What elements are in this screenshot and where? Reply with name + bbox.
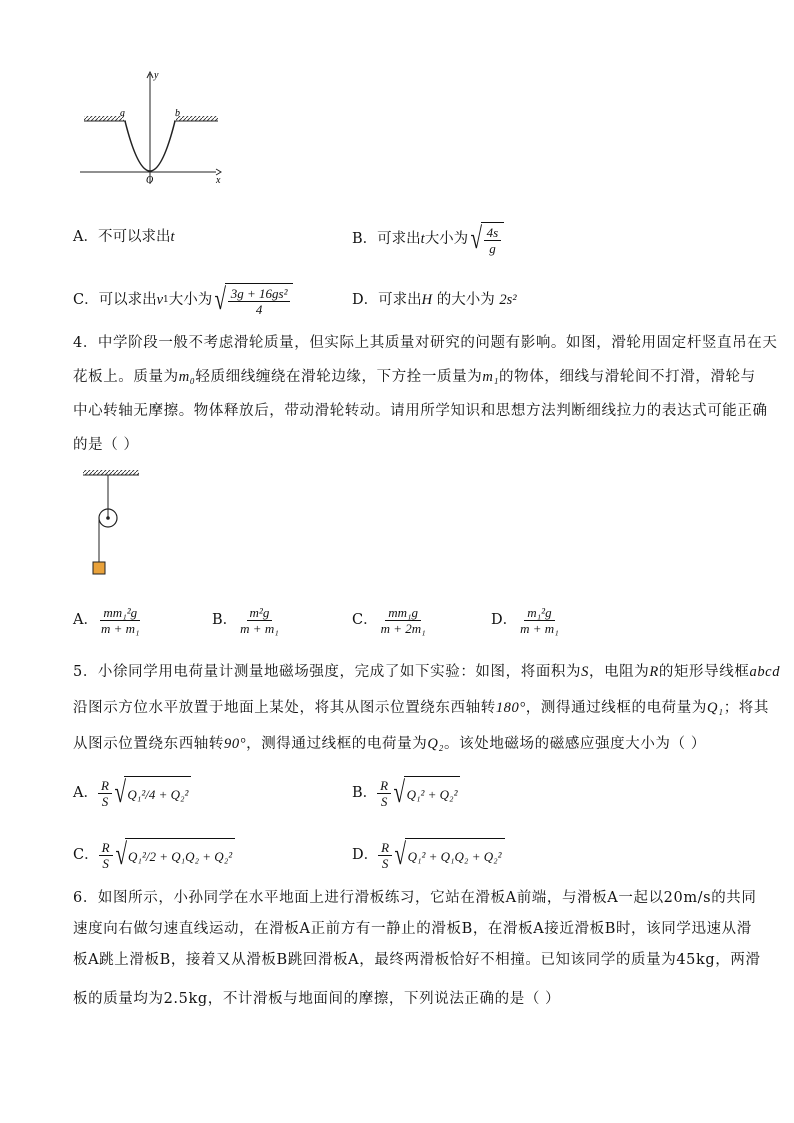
- q3-d-var: H: [421, 292, 433, 308]
- q4-option-a: A． $\frac{\text{mm₁²g}}{\text{m + m₁}}$: [73, 605, 140, 636]
- q5-line1: 5．小徐同学用电荷量计测量地磁场强度，完成了如下实验：如图，将面积为S，电阻为R的矩形导线框abcd: [73, 664, 781, 680]
- q3-a-text: A．不可以求出: [73, 229, 171, 245]
- q3-option-a: [73, 230, 175, 245]
- q6-line1: 6．如图所示，小孙同学在水平地面上进行滑板练习，它站在滑板A前端，与滑板A一起以20m/s的共同: [73, 890, 757, 906]
- left-ground-hatch: [84, 116, 124, 121]
- q5-option-b: B． $\frac{R}{S}$ √ Q₁² + Q₂²: [352, 776, 460, 810]
- label-origin: O: [146, 175, 154, 186]
- q6-line4: 板的质量均为2.5kg，不计滑板与地面间的摩擦，下列说法正确的是（ ）: [73, 991, 561, 1007]
- q5-line3: 从图示位置绕东西轴转90°，测得通过线框的电荷量为Q₂。该处地磁场的磁感应强度大小为（ ）: [73, 736, 706, 752]
- q4-option-d: D． $\frac{\text{m₁²g}}{\text{m + m₁}}$: [491, 605, 559, 636]
- q4-line4: 的是（ ）: [73, 437, 139, 453]
- q6-line3: 板A跳上滑板B，接着又从滑板B跳回滑板A，最终两滑板恰好不相撞。已知该同学的质量为45kg，两滑: [73, 952, 761, 968]
- q3-b-var: t: [420, 230, 425, 247]
- q6-stem: [73, 883, 761, 1015]
- ceiling-hatch: [83, 470, 139, 475]
- q4-options: [0, 606, 794, 646]
- q5-option-c: C． $\frac{R}{S}$ √ Q₁²/2 + Q₁Q₂ + Q₂²: [73, 838, 235, 872]
- q5-line2: 沿图示方位水平放置于地面上某处，将其从图示位置绕东西轴转180°，测得通过线框的电荷量为Q₁；将其: [73, 700, 769, 716]
- q3-a-var: t: [170, 229, 175, 245]
- q3-c-var: v: [156, 291, 164, 308]
- q3-c-mid: 大小为: [168, 291, 213, 308]
- label-y: y: [154, 70, 159, 81]
- pulley-figure: [80, 468, 150, 580]
- q3-c-sqrt: √ $\frac{\text{3g + 16gs²}}{4}$: [212, 283, 293, 317]
- q5-stem: [73, 654, 780, 762]
- parabola-figure: [78, 66, 228, 186]
- label-b: b: [175, 108, 180, 119]
- q4-stem: [73, 326, 777, 462]
- pulley-axle: [106, 516, 110, 520]
- q4-line1: 4．中学阶段一般不考虑滑轮质量，但实际上其质量对研究的问题有影响。如图，滑轮用固定杆竖直吊在天: [73, 335, 778, 351]
- q3-c-text: C．可以求出: [73, 291, 157, 308]
- q3-b-sqrt: √ $\frac{4s}{g}$: [468, 222, 504, 256]
- label-x: x: [216, 175, 221, 186]
- q6-line2: 速度向右做匀速直线运动，在滑板A正前方有一静止的滑板B，在滑板A接近滑板B时，该同学迅速从滑: [73, 921, 752, 937]
- q3-option-c: C．可以求出 v 1 大小为 √ $\frac{\text{3g + 16gs²}}{4}$: [73, 283, 293, 317]
- right-ground-hatch: [176, 116, 218, 121]
- q3-d-val: 2s²: [499, 292, 517, 308]
- q5-option-d: D． $\frac{R}{S}$ √ Q₁² + Q₁Q₂ + Q₂²: [352, 838, 505, 872]
- label-a: a: [120, 108, 125, 119]
- q3-option-d: [352, 293, 517, 308]
- q3-d-mid: 的大小为: [432, 292, 500, 308]
- hanging-block: [93, 562, 105, 574]
- q4-option-c: C． $\frac{\text{mm₁g}}{\text{m + 2m₁}}$: [352, 605, 426, 636]
- q3-d-text: D．可求出: [352, 292, 422, 308]
- q4-line3: 中心转轴无摩擦。物体释放后，带动滑轮转动。请用所学知识和思想方法判断细线拉力的表达式可能正确: [73, 403, 768, 419]
- q3-b-mid: 大小为: [424, 230, 469, 247]
- q3-b-text: B．可求出: [352, 230, 421, 247]
- q4-line2: 花板上。质量为m₀轻质细线缠绕在滑轮边缘，下方拴一质量为m₁的物体，细线与滑轮间不打滑，滑轮与: [73, 369, 756, 385]
- q3-option-b: [352, 222, 504, 256]
- q4-option-b: B． $\frac{\text{m²g}}{\text{m + m₁}}$: [212, 605, 279, 636]
- q5-option-a: A． $\frac{R}{S}$ √ Q₁²/4 + Q₂²: [73, 776, 191, 810]
